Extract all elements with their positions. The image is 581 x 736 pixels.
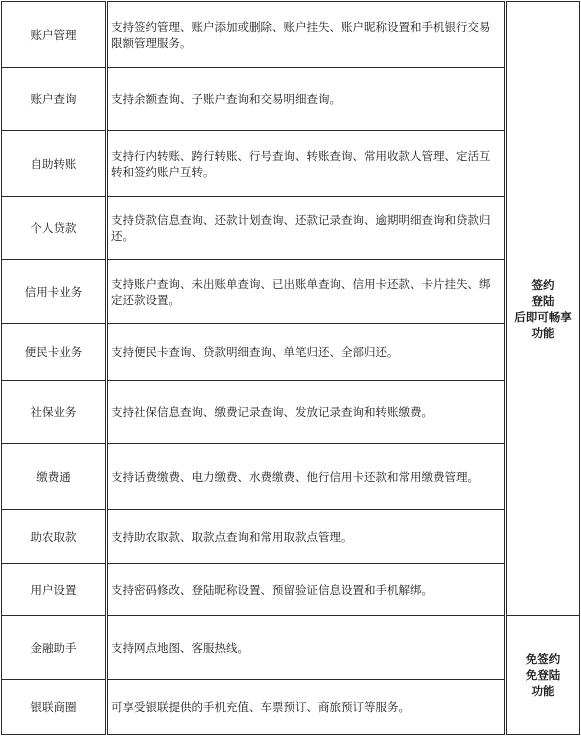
group-label-line: 免登陆	[525, 668, 561, 682]
group-label-line: 功能	[531, 684, 555, 698]
table-row	[2, 2, 580, 68]
signed-group-label	[506, 2, 580, 616]
service-description: 支持话费缴费、电力缴费、水费缴费、他行信用卡还款和常用缴费管理。	[107, 444, 506, 510]
table-row	[2, 564, 580, 616]
table-row	[2, 680, 580, 735]
service-name: 信用卡业务	[2, 260, 107, 324]
service-description: 支持账户查询、未出账单查询、已出账单查询、信用卡还款、卡片挂失、绑定还款设置。	[107, 260, 506, 324]
service-name: 银联商圈	[2, 680, 107, 735]
service-description: 支持助农取款、取款点查询和常用取款点管理。	[107, 510, 506, 564]
service-name: 助农取款	[2, 510, 107, 564]
service-description: 支持签约管理、账户添加或删除、账户挂失、账户昵称设置和手机银行交易限额管理服务。	[107, 2, 506, 68]
group-label-line: 签约	[531, 277, 555, 292]
table-row	[2, 260, 580, 324]
service-description: 支持行内转账、跨行转账、行号查询、转账查询、常用收款人管理、定活互转和签约账户互转。	[107, 131, 506, 197]
service-description: 支持贷款信息查询、还款计划查询、还款记录查询、逾期明细查询和贷款归还。	[107, 197, 506, 260]
group-label-line: 登陆	[531, 293, 555, 308]
unsigned-group-label	[506, 616, 580, 735]
service-name: 账户管理	[2, 2, 107, 68]
table-row	[2, 68, 580, 131]
service-name: 个人贷款	[2, 197, 107, 260]
group-label-line: 功能	[531, 325, 555, 340]
service-description: 支持便民卡查询、贷款明细查询、单笔归还、全部归还。	[107, 324, 506, 381]
table-row	[2, 510, 580, 564]
group-label-line: 免签约	[525, 652, 561, 666]
service-description: 支持密码修改、登陆昵称设置、预留验证信息设置和手机解绑。	[107, 564, 506, 616]
service-name: 社保业务	[2, 381, 107, 444]
service-table	[1, 1, 580, 735]
group-label-line: 后即可畅享	[514, 309, 572, 324]
service-name: 缴费通	[2, 444, 107, 510]
service-table-container	[1, 1, 580, 735]
table-row	[2, 324, 580, 381]
service-description: 可享受银联提供的手机充值、车票预订、商旅预订等服务。	[107, 680, 506, 735]
service-name: 自助转账	[2, 131, 107, 197]
service-description: 支持社保信息查询、缴费记录查询、发放记录查询和转账缴费。	[107, 381, 506, 444]
table-row	[2, 444, 580, 510]
service-description: 支持网点地图、客服热线。	[107, 616, 506, 680]
service-name: 用户设置	[2, 564, 107, 616]
service-name: 便民卡业务	[2, 324, 107, 381]
service-name: 金融助手	[2, 616, 107, 680]
service-name: 账户查询	[2, 68, 107, 131]
table-row	[2, 131, 580, 197]
service-description: 支持余额查询、子账户查询和交易明细查询。	[107, 68, 506, 131]
table-row	[2, 381, 580, 444]
table-row	[2, 197, 580, 260]
table-row	[2, 616, 580, 680]
